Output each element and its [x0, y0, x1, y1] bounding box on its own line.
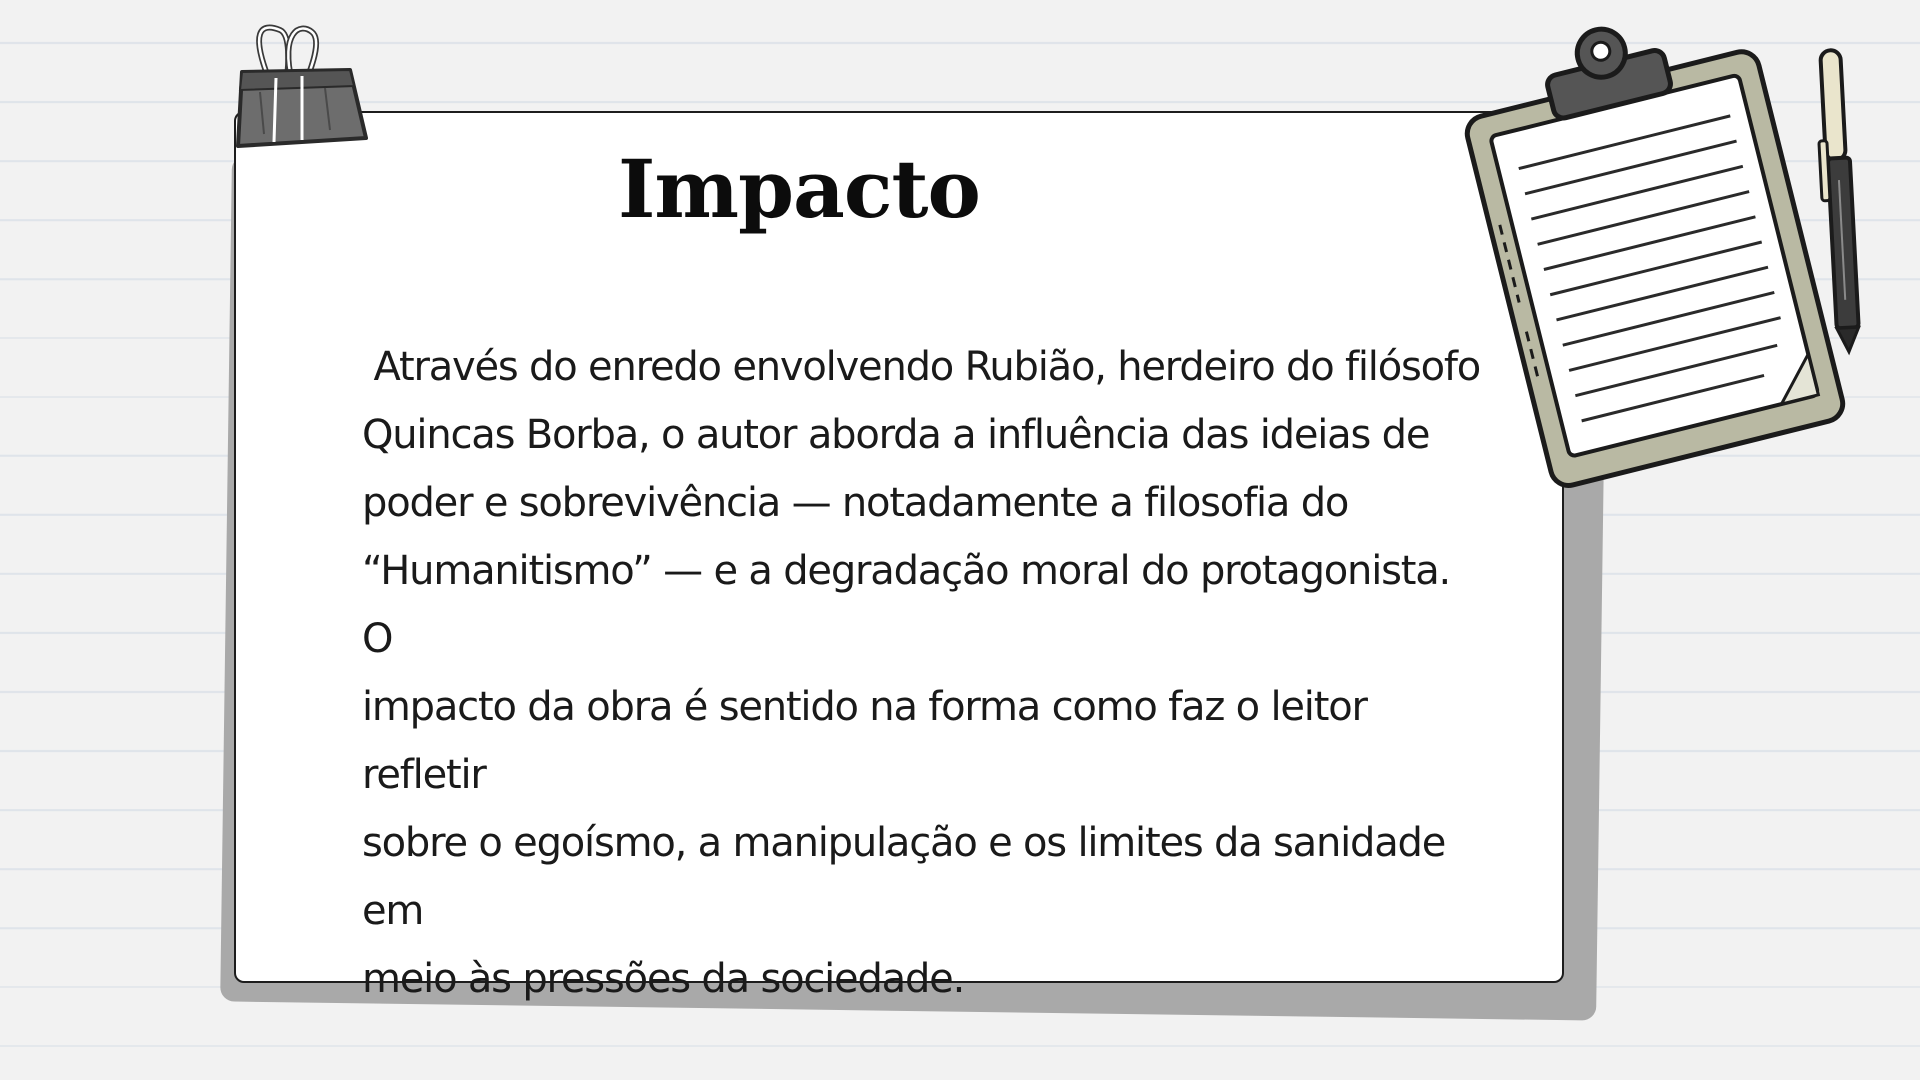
slide-title: Impacto — [618, 142, 980, 236]
slide-paragraph: Através do enredo envolvendo Rubião, herdeiro do filósofo Quincas Borba, o autor aborda a influência das ideias de poder e sobrevivência — notadamente a filosofia do “Humanitismo” — e a degradação moral do protagonista. O impacto da obra é sentido na forma como faz o leitor refletir sobre o egoísmo, a manipulação e os limites da sanidade em meio às pressões da sociedade. — [362, 344, 1481, 1002]
binder-clip-icon — [230, 22, 370, 152]
clipboard-icon — [1460, 8, 1850, 488]
pen-icon — [1810, 40, 1870, 360]
